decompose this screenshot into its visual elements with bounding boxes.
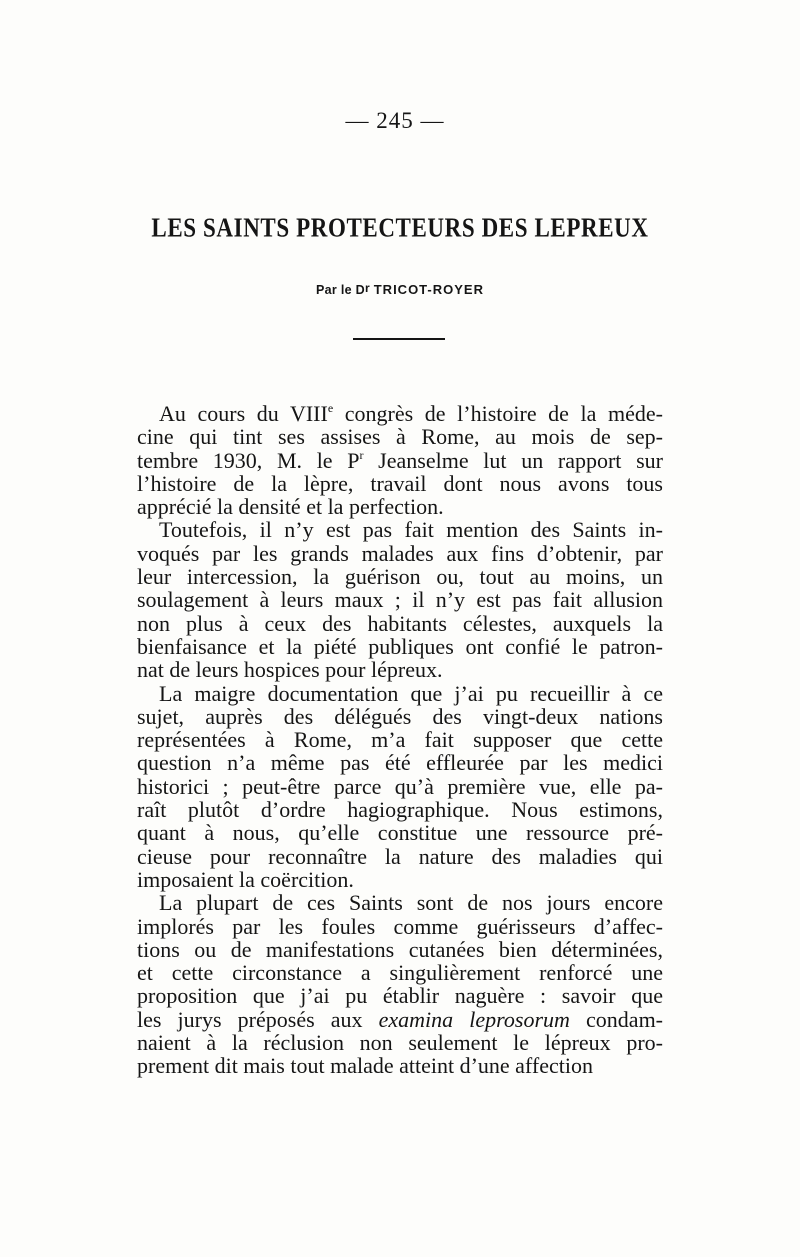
italic-text: examina leprosorum [378,1006,570,1032]
text-line [137,682,663,705]
byline-prefix: Par le D [316,283,365,297]
text-segment: condam- [569,1006,664,1032]
text-line [137,1008,663,1031]
text-segment: bienfaisance et la piété publiques ont confié le patron- [137,633,663,659]
byline-prefix-superscript: r [364,281,370,295]
text-segment: question n’a même pas été effleurée par les medici [137,750,663,776]
page-number: — 245 — [345,108,445,133]
superscript: r [359,447,364,462]
text-line [137,542,663,565]
text-line [137,565,663,588]
text-segment: cine qui tint ses assises à Rome, au mois de sep- [137,424,663,450]
text-segment: et cette circonstance a singulièrement renforcé une [137,960,663,986]
text-segment: implorés par les foules comme guérisseurs d’affec- [137,913,663,939]
byline [0,282,800,297]
text-line [137,868,663,891]
text-segment: La maigre documentation que j’ai pu recueillir à ce [159,680,663,706]
text-segment: congrès de l’histoire de la méde- [333,401,664,426]
text-segment: prement dit mais tout malade atteint d’une affection [137,1053,593,1079]
text-segment: voqués par les grands malades aux fins d’obtenir, par [137,540,663,566]
text-segment: imposaient la coërcition. [137,866,354,892]
text-line [137,938,663,961]
text-line [137,518,663,541]
text-line [137,798,663,821]
text-segment: Toutefois, il n’y est pas fait mention des Saints in- [159,517,663,543]
text-line [137,845,663,868]
title-divider [353,338,445,340]
text-segment: tions ou de manifestations cutanées bien déterminées, [137,936,663,962]
text-line [137,728,663,751]
text-segment: apprécié la densité et la perfection. [137,494,444,520]
superscript: e [327,401,334,415]
text-line [137,449,663,472]
text-segment: leur intercession, la guérison ou, tout au moins, un [137,564,663,590]
text-line [137,1054,663,1077]
text-segment: cieuse pour reconnaître la nature des maladies qui [137,843,663,869]
text-segment: Jeanselme lut un rapport sur [363,447,663,473]
text-segment: naient à la réclusion non seulement le lépreux pro- [137,1030,663,1056]
text-line [137,612,663,635]
text-segment: les jurys préposés aux [137,1006,379,1032]
text-segment: tembre 1930, M. le P [137,447,360,473]
text-line [137,705,663,728]
text-segment: représentées à Rome, m’a fait supposer que cette [137,727,663,753]
text-segment: soulagement à leurs maux ; il n’y est pas fait allusion [137,587,663,613]
text-segment: nat de leurs hospices pour lépreux. [137,657,443,683]
text-segment: quant à nous, qu’elle constitue une ressource pré- [137,820,663,846]
text-line [137,984,663,1007]
text-line [137,402,663,425]
text-line [137,658,663,681]
text-line [137,588,663,611]
text-line [137,1031,663,1054]
text-line [137,635,663,658]
text-line [137,425,663,448]
text-line [137,751,663,774]
text-line [137,775,663,798]
text-segment: Au cours du VIII [159,401,328,426]
text-segment: La plupart de ces Saints sont de nos jours encore [159,890,663,916]
text-segment: l’histoire de la lèpre, travail dont nous avons tous [137,470,663,496]
text-segment: raît plutôt d’ordre hagiographique. Nous estimons, [137,797,663,823]
text-line [137,821,663,844]
text-line [137,891,663,914]
author-name: TRICOT-ROYER [373,282,484,297]
text-segment: proposition que j’ai pu établir naguère : savoir que [137,983,663,1009]
text-segment: historici ; peut-être parce qu’à première vue, elle pa- [137,773,663,799]
text-line [137,495,663,518]
text-segment: non plus à ceux des habitants célestes, auxquels la [137,610,663,636]
text-line [137,961,663,984]
text-segment: sujet, auprès des délégués des vingt-deux nations [137,703,663,729]
text-line [137,915,663,938]
text-line [137,472,663,495]
article-body [137,402,663,1078]
article-title: LES SAINTS PROTECTEURS DES LEPREUX [151,212,649,243]
